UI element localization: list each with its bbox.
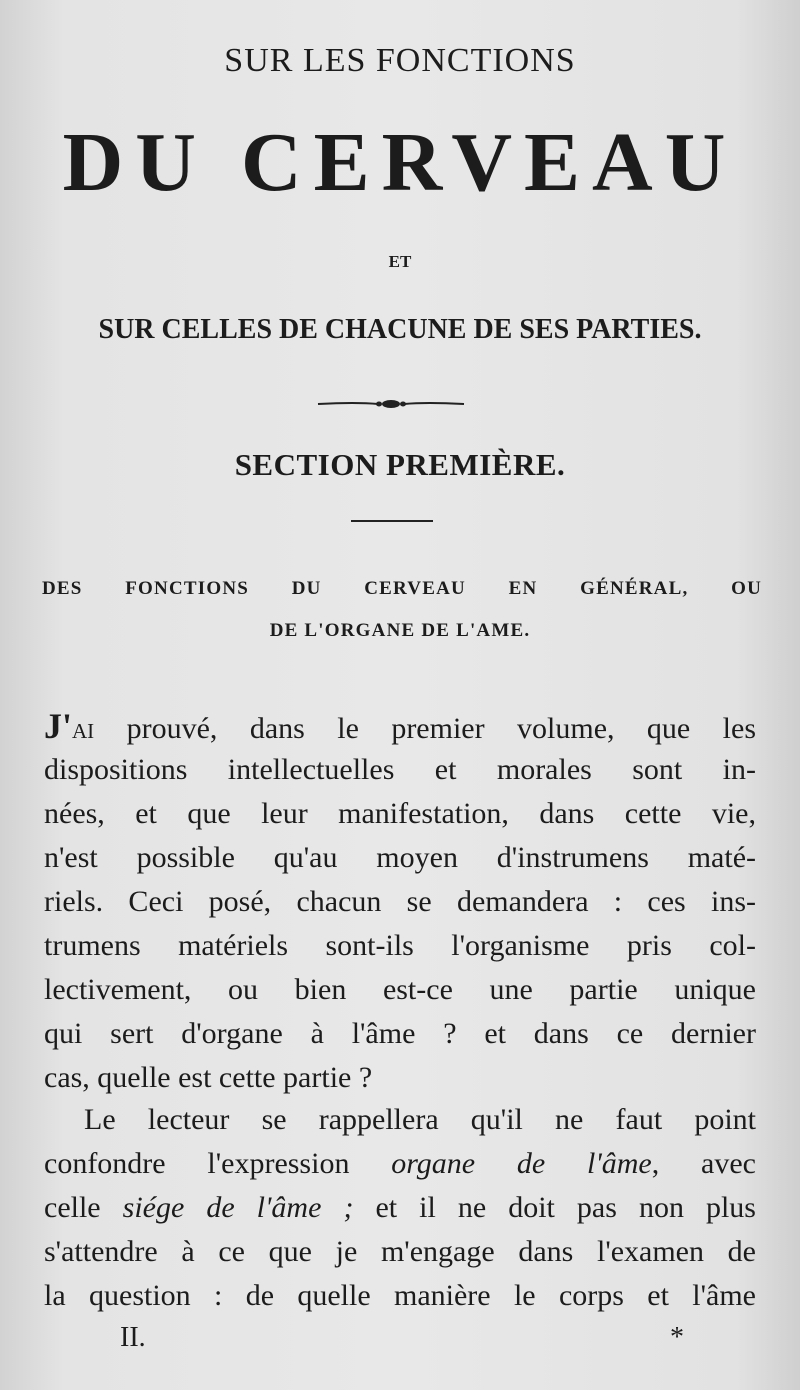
heading-line-1: SUR LES FONCTIONS — [224, 42, 576, 79]
paragraph-1-line-8: qui sert d'organe à l'âme ? et dans ce dernier — [44, 1017, 756, 1050]
section-title: SECTION PREMIÈRE. — [234, 447, 566, 482]
line-text: confondre l'expression — [44, 1147, 392, 1180]
paragraph-1-line-7: lectivement, ou bien est-ce une partie unique — [44, 973, 756, 1006]
ornamental-rule-icon — [316, 397, 466, 411]
line-text: et il ne doit pas non plus — [353, 1191, 756, 1224]
paragraph-2-line-1: Le lecteur se rappellera qu'il ne faut point — [84, 1103, 756, 1136]
paragraph-1-line-6: trumens matériels sont-ils l'organisme pris col- — [44, 929, 756, 962]
line-text: , avec — [651, 1147, 756, 1180]
heading-main-title: DU CERVEAU — [62, 116, 738, 209]
signature-mark: II. — [120, 1322, 146, 1353]
section-subtitle-line-2: DE L'ORGANE DE L'AME. — [269, 620, 531, 641]
paragraph-1-line-3: nées, et que leur manifestation, dans cette vie, — [44, 797, 756, 830]
section-subtitle-line-1: DES FONCTIONS DU CERVEAU EN GÉNÉRAL, OU — [42, 578, 762, 599]
paragraph-2-line-4: s'attendre à ce que je m'engage dans l'examen de — [44, 1235, 756, 1268]
small-caps-word: ai — [72, 712, 95, 745]
paragraph-2-line-5: la question : de quelle manière le corps et l'âme — [44, 1279, 756, 1312]
section-divider — [351, 520, 433, 522]
paragraph-1 — [44, 704, 756, 1100]
line-text: prouvé, dans le premier volume, que les — [94, 712, 756, 745]
paragraph-2 — [44, 1098, 756, 1318]
paragraph-2-line-2 — [44, 1142, 756, 1186]
italic-phrase: organe de l'âme — [391, 1147, 652, 1180]
paragraph-1-line-2: dispositions intellectuelles et morales sont in- — [44, 753, 756, 786]
heading-line-4: SUR CELLES DE CHACUNE DE SES PARTIES. — [98, 314, 702, 345]
drop-letter: J' — [44, 706, 73, 746]
paragraph-1-line-4: n'est possible qu'au moyen d'instrumens maté- — [44, 841, 756, 874]
paragraph-1-line-9: cas, quelle est cette partie ? — [44, 1061, 373, 1094]
italic-phrase: siége de l'âme ; — [122, 1191, 354, 1224]
heading-conjunction: ET — [388, 252, 412, 271]
line-text: celle — [44, 1191, 123, 1224]
paragraph-2-line-3 — [44, 1186, 756, 1230]
paragraph-1-line-1 — [44, 704, 756, 748]
asterisk-mark: * — [670, 1322, 684, 1353]
paragraph-1-line-5: riels. Ceci posé, chacun se demandera : ces ins- — [44, 885, 756, 918]
